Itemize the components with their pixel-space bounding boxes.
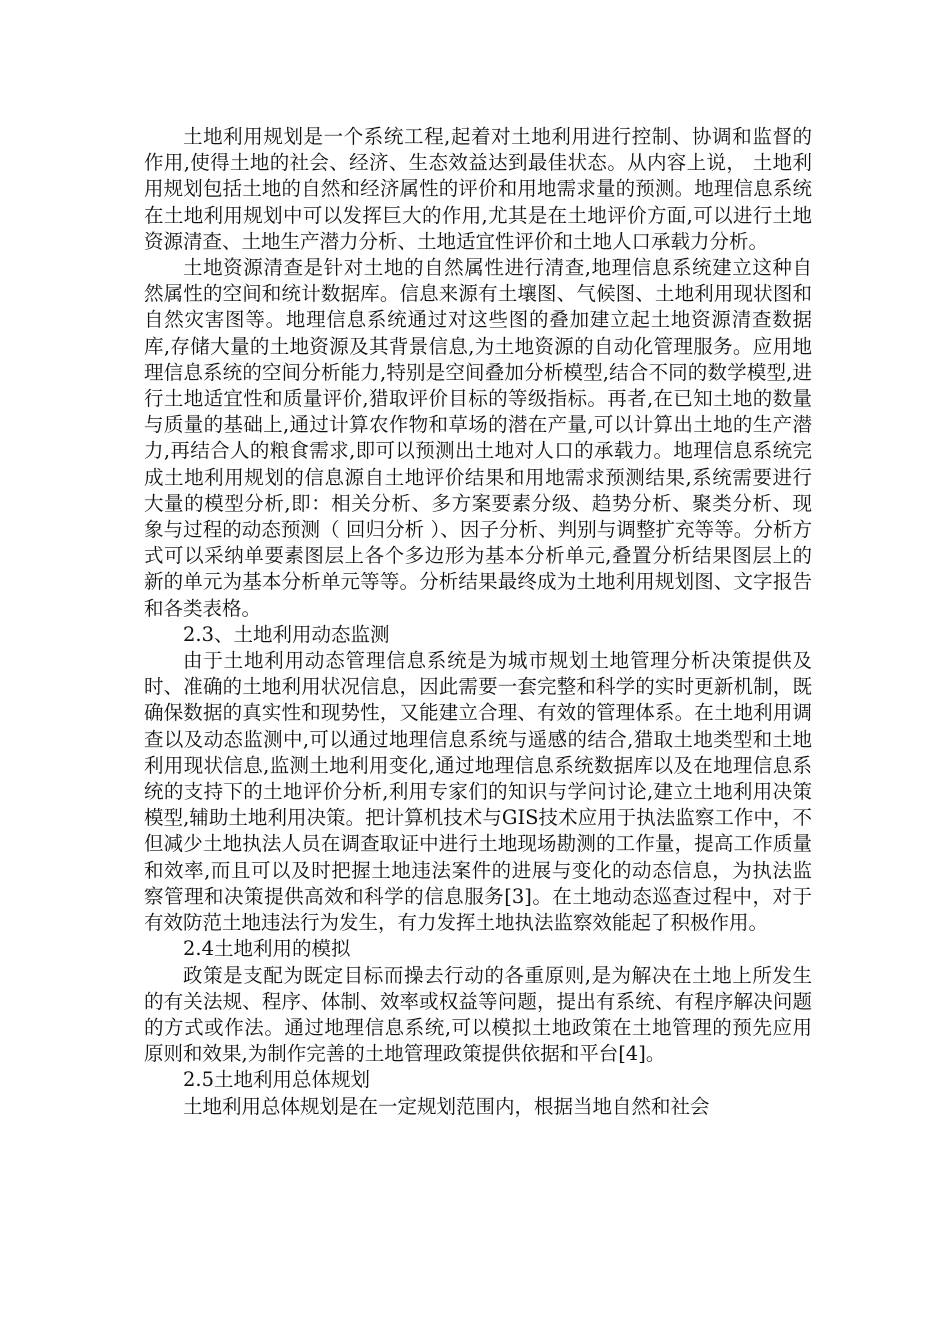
section-heading-2-3: 2.3、土地利用动态监测 (183, 622, 390, 646)
paragraph-land-use-planning: 土地利用规划是一个系统工程,起着对土地利用进行控制、协调和监督的作用,使得土地的社会、经济、生态效益达到最佳状态。从内容上说， 土地利用规划包括土地的自然和经济属性的评价和用地需求量的预测。地理信息系统在土地利用规划中可以发挥巨大的作用,尤其是在土地评价方面,可以进行土地资源清查、土地生产潜力分析、土地适宜性评价和土地人口承载力分析。 (144, 125, 812, 253)
paragraph-land-resource-inventory: 土地资源清查是针对土地的自然属性进行清查,地理信息系统建立这种自然属性的空间和统计数据库。信息来源有土壤图、气候图、土地利用现状图和自然灾害图等。地理信息系统通过对这些图的叠加建立起土地资源清查数据库,存储大量的土地资源及其背景信息,为土地资源的自动化管理服务。应用地理信息系统的空间分析能力,特别是空间叠加分析模型,结合不同的数学模型,进行土地适宜性和质量评价,猎取评价目标的等级指标。再者,在已知土地的数量与质量的基础上,通过计算农作物和草场的潜在产量,可以计算出土地的生产潜力,再结合人的粮食需求,即可以预测出土地对人口的承载力。地理信息系统完成土地利用规划的信息源自土地评价结果和用地需求预测结果,系统需要进行大量的模型分析,即：相关分析、多方案要素分级、趋势分析、聚类分析、现象与过程的动态预测（ 回归分析 ）、因子分析、判别与调整扩充等等。分析方式可以采纳单要素图层上各个多边形为基本分析单元,叠置分析结果图层上的新的单元为基本分析单元等等。分析结果最终成为土地利用规划图、文字报告和各类表格。 (144, 256, 812, 620)
paragraph-overall-planning: 土地利用总体规划是在一定规划范围内，根据当地自然和社会 (183, 1094, 710, 1118)
section-heading-2-4: 2.4土地利用的模拟 (183, 937, 351, 961)
paragraph-dynamic-monitoring: 由于土地利用动态管理信息系统是为城市规划土地管理分析决策提供及时、准确的土地利用状况信息，因此需要一套完整和科学的实时更新机制，既确保数据的真实性和现势性，又能建立合理、有效的管理体系。在土地利用调查以及动态监测中,可以通过地理信息系统与遥感的结合,猎取土地类型和土地利用现状信息,监测土地利用变化,通过地理信息系统数据库以及在地理信息系统的支持下的土地评价分析,利用专家们的知识与学问讨论,建立土地利用决策模型,辅助土地利用决策。把计算机技术与GIS技术应用于执法监察工作中，不但减少土地执法人员在调查取证中进行土地现场勘测的工作量，提高工作质量和效率,而且可以及时把握土地违法案件的进展与变化的动态信息，为执法监察管理和决策提供高效和科学的信息服务[3]。在土地动态巡查过程中，对于有效防范土地违法行为发生，有力发挥土地执法监察效能起了积极作用。 (144, 649, 812, 935)
section-heading-2-5: 2.5土地利用总体规划 (183, 1068, 371, 1092)
paragraph-policy-simulation: 政策是支配为既定目标而操去行动的各重原则,是为解决在土地上所发生的有关法规、程序、体制、效率或权益等问题，提出有系统、有程序解决问题的方式或作法。通过地理信息系统,可以模拟土地政策在土地管理的预先应用原则和效果,为制作完善的土地管理政策提供依据和平台[4]。 (144, 963, 812, 1066)
document-body (144, 124, 812, 1120)
